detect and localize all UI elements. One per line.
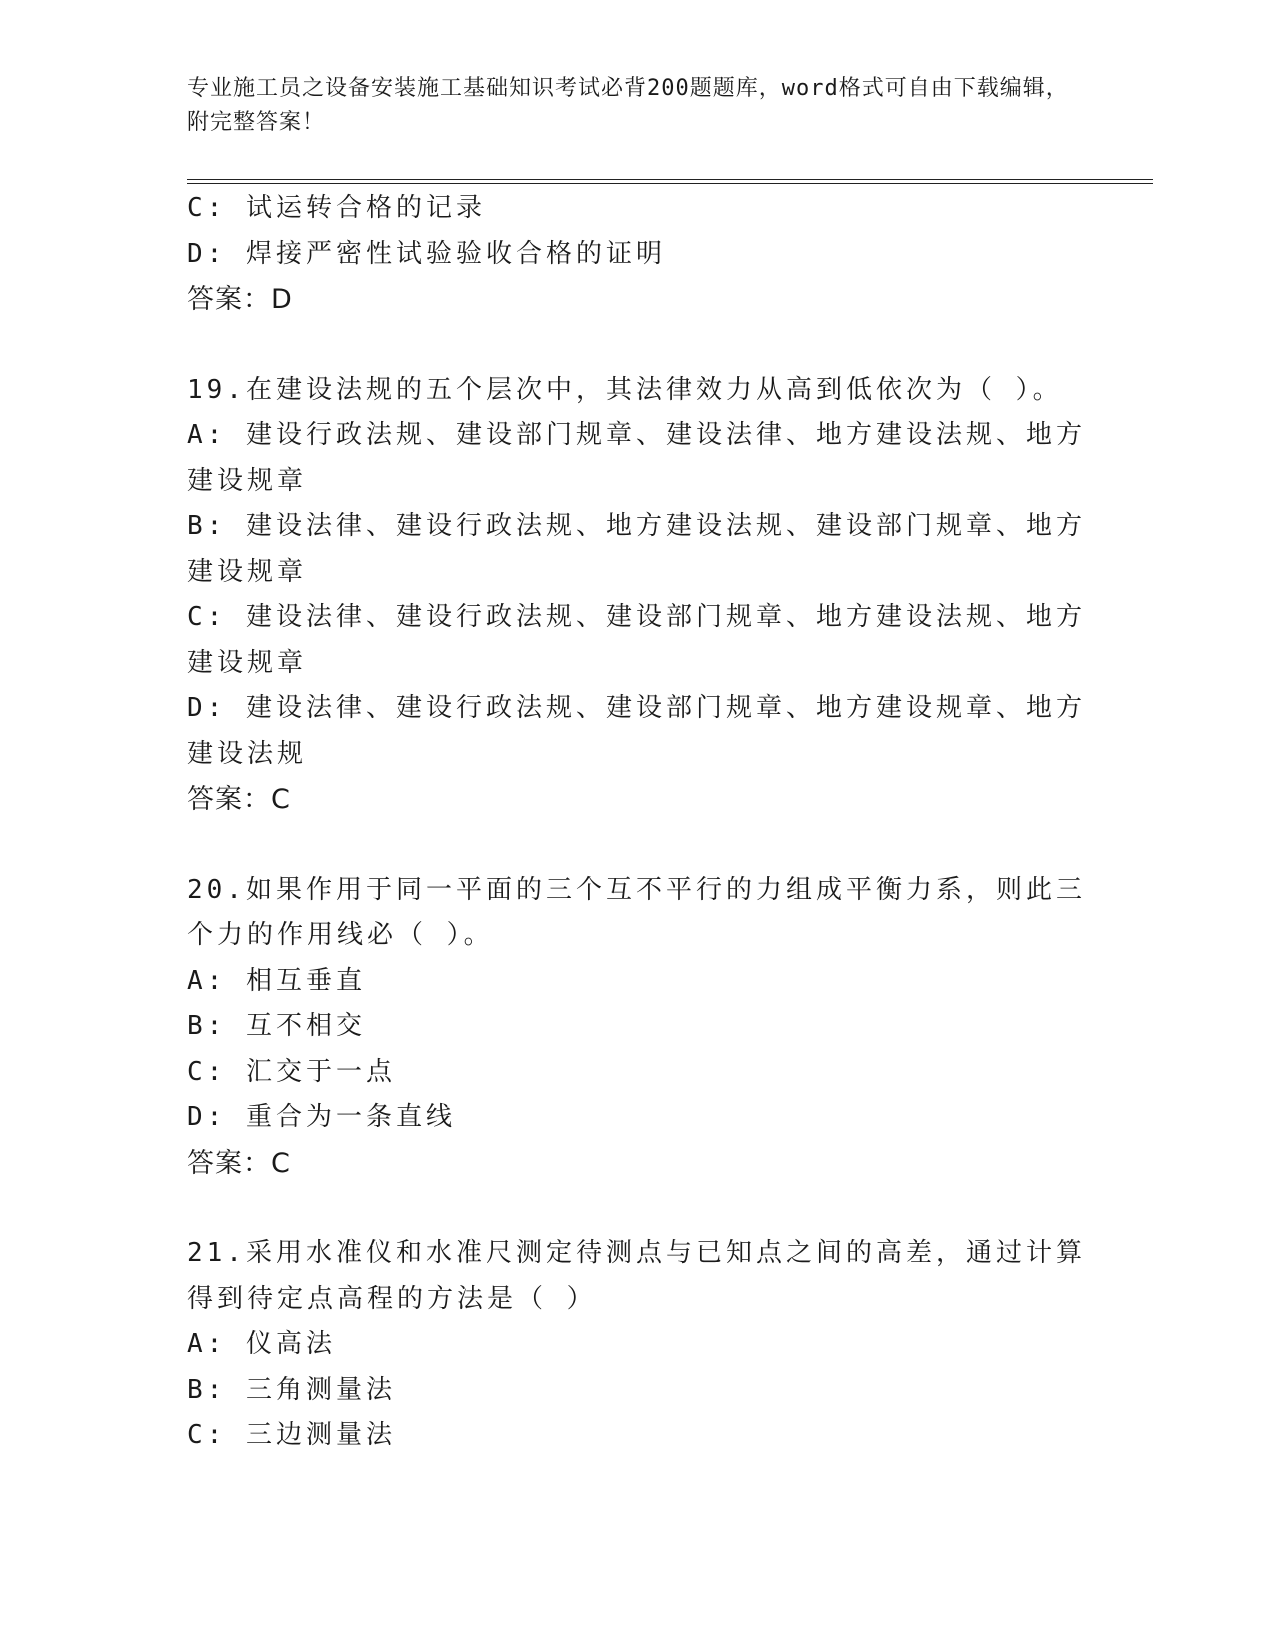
question-content bbox=[187, 186, 1087, 1459]
answer-line: 答案：C bbox=[187, 1147, 291, 1179]
option-text: 建设法律、建设行政法规、建设部门规章、地方建设规章、地方建设法规 bbox=[187, 693, 1086, 769]
option-text: 试运转合格的记录 bbox=[245, 193, 486, 223]
option-label: C: bbox=[187, 193, 227, 223]
option-line bbox=[187, 504, 1087, 595]
option-line bbox=[187, 686, 1087, 777]
answer-line: 答案：C bbox=[187, 784, 291, 815]
option-text: 焊接严密性试验验收合格的证明 bbox=[245, 238, 666, 269]
option-text: 重合为一条直线 bbox=[245, 1102, 456, 1132]
option-text: 建设法律、建设行政法规、建设部门规章、地方建设法规、地方建设规章 bbox=[187, 602, 1086, 678]
option-text: 三边测量法 bbox=[245, 1420, 396, 1450]
answer-line: 答案：D bbox=[187, 284, 293, 315]
option-label: B: bbox=[187, 1011, 227, 1041]
option-label: A: bbox=[187, 420, 227, 450]
option-label: D: bbox=[187, 238, 227, 269]
option-text: 互不相交 bbox=[245, 1011, 366, 1041]
question-stem: 21.采用水准仪和水准尺测定待测点与已知点之间的高差，通过计算得到待定点高程的方法是（ ） bbox=[187, 1238, 1086, 1314]
option-line bbox=[187, 232, 1087, 278]
option-text: 建设行政法规、建设部门规章、建设法律、地方建设法规、地方建设规章 bbox=[187, 420, 1086, 496]
option-line bbox=[187, 1413, 1087, 1459]
option-line bbox=[187, 1050, 1087, 1096]
spacer bbox=[187, 823, 1087, 868]
option-line bbox=[187, 1095, 1087, 1141]
question-stem: 19.在建设法规的五个层次中，其法律效力从高到低依次为（ ）。 bbox=[187, 374, 1063, 405]
option-line bbox=[187, 1368, 1087, 1414]
option-line bbox=[187, 1322, 1087, 1368]
option-text: 相互垂直 bbox=[245, 965, 366, 996]
option-text: 仪高法 bbox=[245, 1329, 336, 1359]
question-stem: 20.如果作用于同一平面的三个互不平行的力组成平衡力系，则此三个力的作用线必（ ）。 bbox=[187, 874, 1086, 950]
option-text: 汇交于一点 bbox=[245, 1056, 396, 1087]
header-divider-top bbox=[187, 179, 1153, 180]
option-line bbox=[187, 1004, 1087, 1050]
option-label: C: bbox=[187, 602, 227, 632]
option-line bbox=[187, 186, 1087, 232]
option-label: D: bbox=[187, 693, 227, 723]
spacer bbox=[187, 1186, 1087, 1231]
option-label: C: bbox=[187, 1420, 227, 1450]
option-label: B: bbox=[187, 511, 227, 541]
spacer bbox=[187, 323, 1087, 368]
option-line bbox=[187, 595, 1087, 686]
option-text: 三角测量法 bbox=[245, 1374, 396, 1405]
option-line bbox=[187, 959, 1087, 1005]
header-divider-bottom bbox=[187, 183, 1153, 184]
option-text: 建设法律、建设行政法规、地方建设法规、建设部门规章、地方建设规章 bbox=[187, 511, 1086, 587]
page-header: 专业施工员之设备安装施工基础知识考试必背200题题库，word格式可自由下载编辑，附完整答案！ bbox=[187, 76, 1069, 135]
option-label: B: bbox=[187, 1374, 227, 1405]
option-label: C: bbox=[187, 1056, 227, 1087]
option-line bbox=[187, 413, 1087, 504]
option-label: A: bbox=[187, 965, 227, 996]
option-label: D: bbox=[187, 1102, 227, 1132]
option-label: A: bbox=[187, 1329, 227, 1359]
